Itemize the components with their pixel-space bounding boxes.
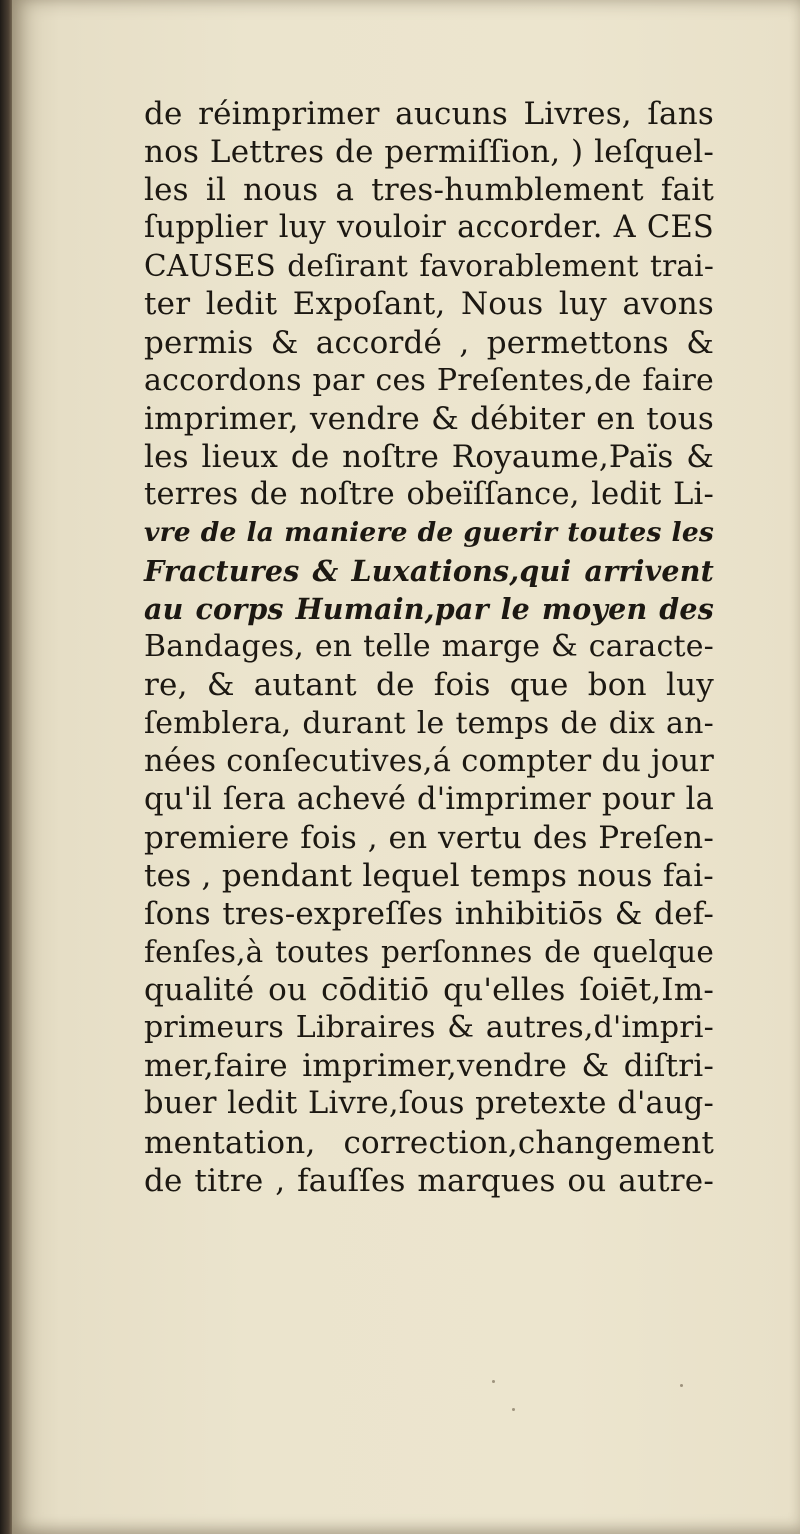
text-line: terres de noſtre obeïſſance, ledit Li- <box>144 476 714 512</box>
text-line: de titre , fauſſes marques ou autre- <box>144 1162 714 1199</box>
text-line: permis & accordé , permettons & <box>144 324 714 361</box>
book-page <box>12 0 800 1534</box>
text-line: CAUSES deſirant favorablement trai- <box>144 249 714 284</box>
text-line: re, & autant de fois que bon luy <box>144 667 714 704</box>
text-line: buer ledit Livre,ſous pretexte d'aug- <box>144 1086 714 1122</box>
text-line: imprimer, vendre & débiter en tous <box>144 400 714 437</box>
text-line: au corps Humain,par le moyen des <box>144 592 714 627</box>
text-line: qu'il ſera achevé d'imprimer pour la <box>144 781 714 817</box>
text-line: fenſes,à toutes perſonnes de quelque <box>144 935 714 970</box>
text-line: de réimprimer aucuns Livres, ſans <box>144 96 714 132</box>
text-line: les il nous a tres-humblement fait <box>144 172 714 209</box>
page-text <box>144 95 714 1200</box>
text-line: tes , pendant lequel temps nous fai- <box>144 857 714 894</box>
text-line: Fractures & Luxations,qui arrivent <box>144 554 714 589</box>
text-line: nées conſecutives,á compter du jour <box>144 743 714 779</box>
text-line: les lieux de noſtre Royaume,Païs & <box>144 438 714 475</box>
text-line: mer,faire imprimer,vendre & diſtri- <box>144 1048 714 1085</box>
ink-speck <box>680 1384 683 1387</box>
ink-speck <box>492 1380 495 1383</box>
text-line: premiere fois , en vertu des Preſen- <box>144 819 714 856</box>
text-line: mentation, correction,changement <box>144 1124 714 1161</box>
text-line: ter ledit Expoſant, Nous luy avons <box>144 286 714 323</box>
text-line: ſons tres-expreſſes inhibitiōs & def- <box>144 895 714 932</box>
text-line: primeurs Libraires & autres,d'impri- <box>144 1010 714 1046</box>
text-line: Bandages, en telle marge & caracte- <box>144 629 714 665</box>
text-line: nos Lettres de permiſſion, ) leſquel- <box>144 134 714 171</box>
text-line: ſemblera, durant le temps de dix an- <box>144 705 714 741</box>
text-line: vre de la maniere de guerir toutes les <box>144 517 714 549</box>
text-line: qualité ou cōditiō qu'elles ſoiēt,Im- <box>144 972 714 1009</box>
text-line: accordons par ces Preſentes,de faire <box>144 362 714 398</box>
text-line: ſupplier luy vouloir accorder. A CES <box>144 210 714 246</box>
ink-speck <box>512 1408 515 1411</box>
